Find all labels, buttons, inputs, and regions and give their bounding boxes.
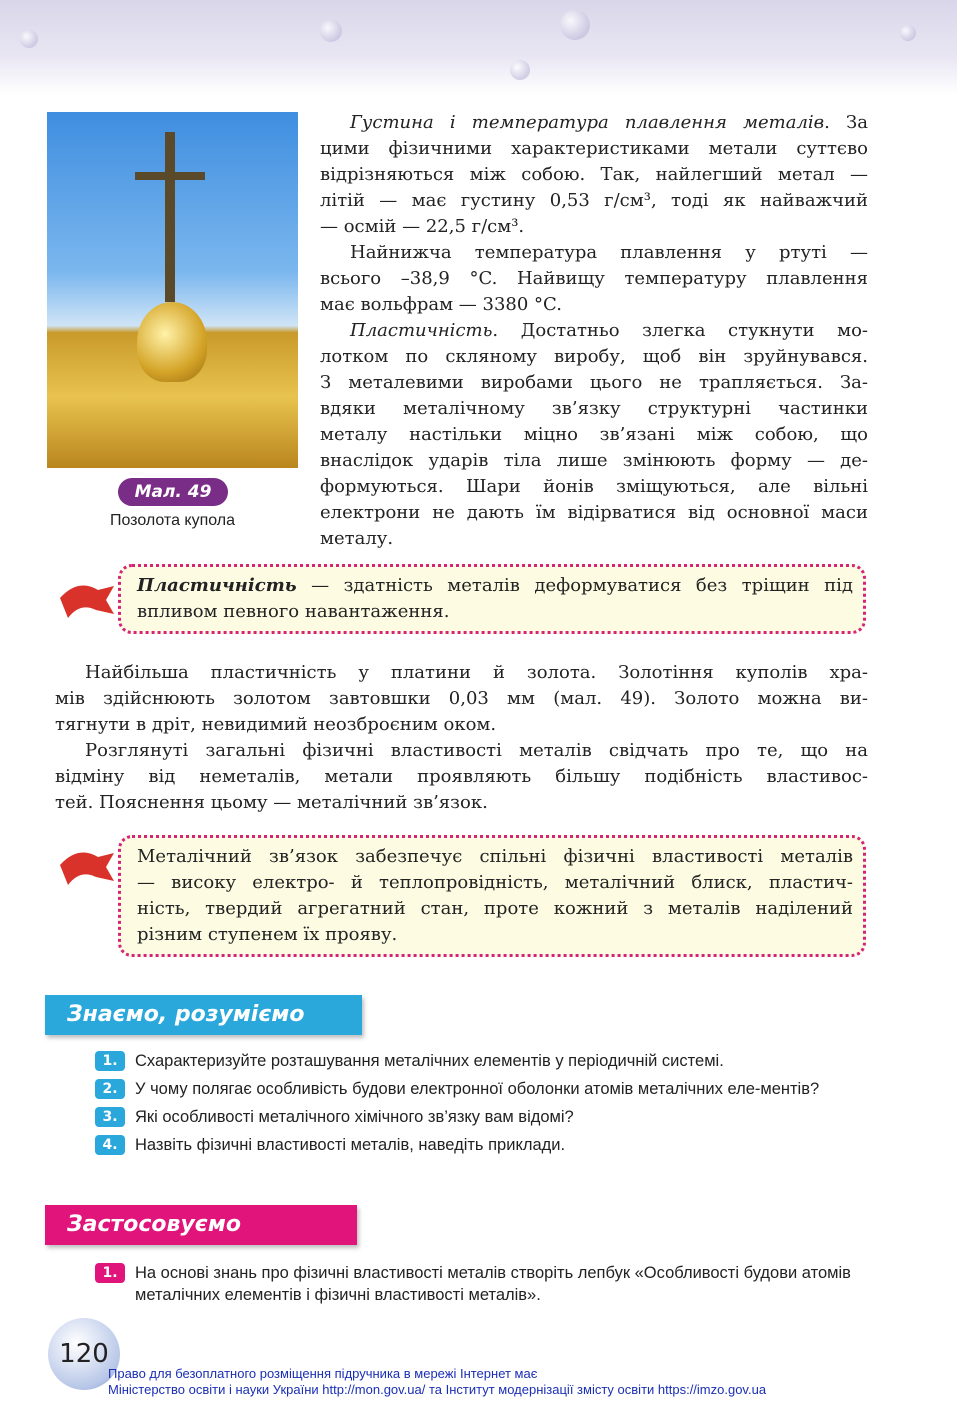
text-line: Металічний зв’язок забезпечує спільні фізичні властивості металів xyxy=(137,846,853,867)
question-number-badge: 4. xyxy=(95,1135,125,1155)
footer-line: Міністерство освіти і науки України http://mon.gov.ua/ та Інститут модернізації змісту освіти https://imzo.gov.ua xyxy=(108,1382,767,1397)
question-text: У чому полягає особливість будови електронної оболонки атомів металічних еле-ментів? xyxy=(135,1080,820,1098)
question-item xyxy=(95,1106,870,1128)
text-line: — осмій — 22,5 г/см³. xyxy=(320,216,525,237)
question-item xyxy=(95,1134,870,1156)
ribbon-icon xyxy=(58,578,116,628)
header-decoration xyxy=(0,0,957,95)
text-line: відрізняються між собою. Так, найлегший метал — xyxy=(320,164,868,185)
footer-line: Право для безоплатного розміщення підручника в мережі Інтернет має xyxy=(108,1366,538,1381)
figure-caption: Позолота купола xyxy=(109,512,236,529)
text-line: мів здійснюють золотом завтовшки 0,03 мм (мал. 49). Золото можна ви- xyxy=(55,688,868,709)
figure-label: Мал. 49 xyxy=(118,478,228,506)
text-line: Пластичність. Достатньо злегка стукнути мо- xyxy=(350,320,868,341)
text-line: різним ступенем їх прояву. xyxy=(137,924,398,945)
definition-metallic-bond xyxy=(118,835,866,957)
text-line: відміну від неметалів, метали проявляють більшу подібність властивос- xyxy=(55,766,868,787)
text-line: ність, твердий агрегатний стан, проте кожний з металів наділений xyxy=(137,898,853,919)
text-line: тей. Пояснення цьому — металічний зв’язок. xyxy=(55,792,488,813)
page-number: 120 xyxy=(48,1318,120,1390)
text-line: всього –38,9 °C. Найвищу температуру плавлення xyxy=(320,268,868,289)
text-line: лотком по скляному виробу, щоб він зруйнувався. xyxy=(320,346,868,367)
text-line: має вольфрам — 3380 °C. xyxy=(320,294,562,315)
text-line: формуються. Шари йонів зміщуються, але вільні xyxy=(320,476,868,497)
section-header-apply: Застосовуємо xyxy=(45,1205,357,1245)
question-item xyxy=(95,1078,870,1100)
text-line: впливом певного навантаження. xyxy=(137,601,450,622)
question-text: Які особливості металічного хімічного зв’язку вам відомі? xyxy=(135,1108,574,1126)
question-number-badge: 1. xyxy=(95,1051,125,1071)
question-number-badge: 2. xyxy=(95,1079,125,1099)
question-item xyxy=(95,1050,870,1072)
footer-license xyxy=(108,1366,766,1398)
text-line: електрони не дають їм відірватися від основної маси xyxy=(320,502,868,523)
text-line: літій — має густину 0,53 г/см³, тоді як найважчий xyxy=(320,190,868,211)
text-line: вдяки металічному зв’язку структурні частинки xyxy=(320,398,868,419)
gilded-dome-photo xyxy=(47,112,298,468)
question-text: Схарактеризуйте розташування металічних елементів у періодичній системі. xyxy=(135,1052,724,1070)
section-header-know-understand: Знаємо, розуміємо xyxy=(45,995,362,1035)
ribbon-icon xyxy=(58,845,116,895)
text-line: З металевими виробами цього не трапляється. За- xyxy=(320,372,868,393)
text-line: Найбільша пластичність у платини й золота. Золотіння куполів хра- xyxy=(85,662,868,683)
text-line: Найнижча температура плавлення у ртуті — xyxy=(350,242,868,263)
text-line: Розглянуті загальні фізичні властивості металів свідчать про те, що на xyxy=(85,740,868,761)
text-line: Густина і температура плавлення металів. За xyxy=(350,112,869,133)
text-line: внаслідок ударів тіла лише змінюють форму — де- xyxy=(320,450,868,471)
body-text xyxy=(55,660,868,816)
text-line: цими фізичними характеристиками метали суттєво xyxy=(320,138,868,159)
question-number-badge: 1. xyxy=(95,1263,125,1283)
question-text: На основі знань про фізичні властивості металів створіть лепбук «Особливості будови атомів металічних елементів і фізичні властивості металів». xyxy=(135,1264,851,1304)
question-text: Назвіть фізичні властивості металів, наведіть приклади. xyxy=(135,1136,566,1154)
text-line: Пластичність — здатність металів деформуватися без тріщин під xyxy=(137,575,853,596)
definition-plasticity xyxy=(118,564,866,634)
question-item xyxy=(95,1262,870,1306)
text-line: металу настільки міцно зв’язані між собою, що xyxy=(320,424,868,445)
text-line: — високу електро- й теплопровідність, металічний блиск, пластич- xyxy=(137,872,853,893)
intro-text xyxy=(320,110,868,552)
question-number-badge: 3. xyxy=(95,1107,125,1127)
text-line: металу. xyxy=(320,528,394,549)
text-line: тягнути в дріт, невидимий неозброєним оком. xyxy=(55,714,497,735)
